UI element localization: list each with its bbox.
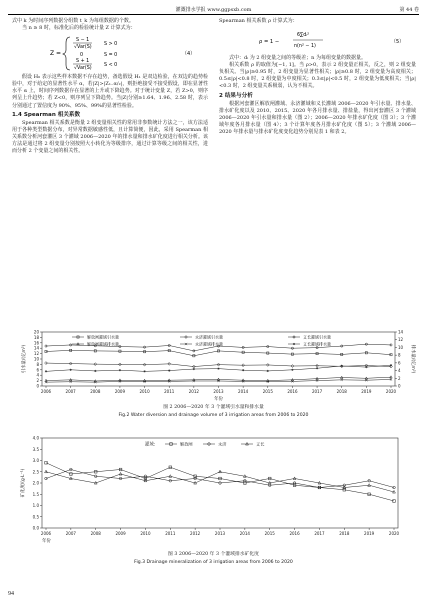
x-tick-label: 2013 [213,389,224,394]
data-point [45,370,47,372]
volume-label: 第 44 卷 [399,7,419,13]
y2-tick-label: 4 [398,368,401,374]
data-point [365,366,367,368]
data-point [246,442,249,445]
eq4-mid-cond: S = 0 [104,53,118,59]
x-tick-label: 2020 [388,531,400,536]
right-column [219,18,416,136]
x-axis-label: 年份 [42,539,51,544]
paragraph: 当 n ≥ 8 时，标准化后的检验统计量 Z 计算式为： [22,25,136,32]
data-point [119,369,121,371]
y2-tick-label: 8 [398,352,401,358]
x-tick-label: 2006 [40,531,52,536]
x-tick-label: 2011 [164,389,175,394]
equation-5 [219,26,416,54]
x-tick-label: 2016 [289,531,300,536]
x-tick-label: 2008 [90,531,101,536]
figure-2-caption-cn: 图 2 2006—2020 年 3 个灌域引水量和排水量 [163,405,264,410]
x-tick-label: 2010 [139,389,150,394]
eq4-bot-num: S + 1 [76,59,90,65]
eq5-lhs: ρ = 1 − [259,39,280,46]
y-tick-label: 2 [36,378,39,384]
y2-tick-label: 14 [398,329,404,335]
x-tick-label: 2007 [65,389,76,394]
data-point [293,343,295,345]
x-tick-label: 2009 [115,531,126,536]
legend-label: 永济灌域排水量 [195,341,223,347]
eq5-denominator: n(n² − 1) [294,44,316,50]
data-point [217,368,219,370]
data-point [169,475,172,478]
x-tick-label: 2016 [287,389,298,394]
page-number: 94 [8,591,14,597]
y-tick-label: 16 [33,340,39,346]
legend-label: 永济灌域引水量 [195,334,223,340]
data-point [242,369,244,371]
legend-label: 义长 [256,441,265,447]
eq4-top-den: √Var(S) [74,45,92,51]
data-point [267,370,269,372]
paragraph: 式中：dᵢ 为 2 组变量之间的等级差；n 为每组变量的数据量。 [229,55,366,62]
figure-2-caption-en: Fig.2 Water diversion and drainage volume of 3 irrigation areas from 2006 to 2020 [118,413,309,418]
y-tick-label: 10 [33,356,39,362]
x-tick-label: 2019 [364,531,375,536]
eq4-top-cond: S > 0 [104,42,118,48]
figure-3-chart [0,428,427,550]
eq5-numerator: 6∑dᵢ² [297,33,310,39]
journal-header: 灌溉排水学报 www.ggpsxb.com [175,7,252,13]
data-point [316,367,318,369]
x-tick-label: 2019 [361,389,372,394]
x-tick-label: 2007 [65,531,76,536]
figure-2-chart [0,324,427,404]
x-axis-label: 年份 [214,397,223,402]
eq4-bot-cond: S < 0 [104,63,118,69]
y-tick-label: 1.0 [32,503,39,508]
equation-5-graphic [219,26,416,54]
equation-4 [12,33,208,73]
figure-3 [0,428,427,576]
data-point [143,370,145,372]
x-tick-label: 2006 [40,389,52,394]
y-tick-label: 4 [36,372,39,378]
x-tick-label: 2010 [140,531,151,536]
y2-tick-label: 10 [398,344,404,350]
x-tick-label: 2014 [238,389,249,394]
legend-label: 义长灌域引水量 [303,334,331,340]
y2-axis-label: 排水量/(亿m³) [410,344,415,374]
eq4-number: （4） [182,51,196,58]
data-point [193,368,195,370]
y2-tick-label: 12 [398,337,404,343]
x-tick-label: 2017 [314,531,325,536]
y-tick-label: 1.5 [32,491,39,497]
x-tick-label: 2014 [239,531,250,536]
x-tick-label: 2008 [90,389,101,394]
paragraph: 式中 k 为时间序列数据分组数 t_k 为每组数据的个数。 [12,18,134,24]
legend-title: 灌域: [145,442,156,448]
y-tick-label: 4.0 [32,435,39,441]
eq4-mid: 0 [80,53,84,59]
y-tick-label: 8 [36,361,39,367]
eq4-lhs: Z = [50,50,62,58]
y-tick-label: 12 [33,351,39,357]
y-tick-label: 0.5 [32,514,39,520]
x-tick-label: 2015 [264,531,275,536]
paragraph: Spearman 相关系数 ρ 计算式为： [219,18,298,24]
x-tick-label: 2011 [165,531,176,536]
x-tick-label: 2009 [114,389,126,394]
y-tick-label: 6 [36,367,39,373]
paragraph: 相关系数 ρ 的取值为[−1, 1]。当 ρ>0，表示 2 组变量正相关，反之，则 2 组变量负相关。当|ρ|≥0.95 时，2 组变量为显著性相关；|ρ|≥0.8 时，2 组变量为高度相关；0.5≤|ρ|<0.8 时，2 组变量为中度相关；0.3≤|ρ|<0.5 时，2 组变量为低度相关；当|ρ|<0.3 时，2 组变量关系极弱，认为不相关。 [219,62,416,90]
legend-label: 解放闸灌域引水量 [87,334,119,340]
paragraph: 根据河套灌区解放闸灌域、永济灌域和义长灌域 2006—2020 年引水量、排水量、排水矿化度以及 2010、2015、2020 年各月排水量、排盐量，得出河套灌区 3 个灌域 2006—2020 年引水量和排水量（图 2）；2006—2020 年排水矿化度（图 3）；3 个灌域年度各月排水量（图 4）；3 个计算年度各月排水矿化度（图 5）；3 个灌域 2006—2020 年排水量与排水矿化度变化趋势分别见表 1 和表 2。 [219,100,416,136]
x-tick-label: 2018 [336,389,347,394]
y2-tick-label: 6 [398,360,401,366]
legend-label: 义长灌域排水量 [303,341,331,347]
equation-4-graphic [12,33,208,73]
data-point [94,370,96,372]
data-point [293,477,296,480]
legend-label: 解放闸 [180,441,193,447]
x-tick-label: 2012 [188,389,199,394]
paragraph: Spearman 相关系数是衡量 2 组变量相关性的常用非参数统计方法之一，该方法适用于各种类型数据分布，对异常数据敏感性低，且计算简便，因此，采用 Spearman 相关系数分析河套灌区 3 个灌域 2006—2020 年的排水量和排水矿化度进行相关分析。该方法是通过将 2 组变量分别按照大小转化为等级排序，通过计算等级之间的相关性，进而分析 2 个变量之间的相关性。 [12,119,208,155]
eq4-top-num: S − 1 [76,38,90,44]
data-point [70,369,72,371]
series-line [46,350,391,355]
y-tick-label: 14 [33,345,39,351]
y2-tick-label: 2 [398,375,401,381]
figure-3-caption-en: Fig.3 Drainage mineralization of 3 irrigation areas from 2006 to 2020 [134,560,293,565]
figure-3-caption-cn: 图 3 2006—2020 年 3 个灌域排水矿化度 [168,552,259,557]
x-tick-label: 2018 [339,531,350,536]
x-tick-label: 2015 [262,389,273,394]
y2-tick-label: 0 [398,383,401,389]
y-tick-label: 20 [33,329,39,335]
y-axis-label: 矿化度/(g·L⁻¹) [21,468,26,498]
data-point [219,470,222,473]
data-point [291,369,293,371]
data-point [368,484,371,487]
data-point [45,470,48,473]
x-tick-label: 2020 [385,389,397,394]
y-tick-label: 0.0 [32,525,39,531]
y-tick-label: 3.0 [32,458,39,463]
y-axis-label: 引水量/(亿m³) [22,344,27,374]
y-tick-label: 2.0 [32,480,39,486]
data-point [390,376,392,378]
figure-2 [0,324,427,424]
eq4-bot-den: √Var(S) [74,66,92,72]
y-tick-label: 0 [36,383,39,389]
paragraph: 假设 H₀ 表示这些样本数据不存在趋势，备选假设 H₁ 是双边检验，在双边的趋势检验中，对于给定的显著性水平 α，若|Z|>|Z₁₋α/₂|，则拒绝接受不接受假设，即在显著性水平 α 上，时间序列数据存在显著的上升或下降趋势。对于统计变量 Z，若 Z>0，则序列呈上升趋势；若 Z<0，则序列呈下降趋势。当|Z|分别≥1.64、1.96、2.58 时，表示分别通过了置信度为 90%、95%、99%的显著性检验。 [12,74,208,109]
y-tick-label: 3.5 [32,446,39,452]
legend-label: 解放闸灌域排水量 [87,341,119,347]
legend-label: 永济 [218,441,227,447]
eq5-number: （5） [391,39,405,46]
left-column [12,18,208,155]
section-heading-2: 2 结果与分析 [219,92,253,99]
y-tick-label: 18 [33,334,39,340]
x-tick-label: 2017 [311,389,323,394]
data-point [168,369,170,371]
x-tick-label: 2012 [190,531,201,536]
y-tick-label: 2.5 [32,469,39,475]
section-heading-1-4: 1.4 Spearman 相关系数 [12,111,81,118]
running-header [8,5,419,15]
x-tick-label: 2013 [214,531,226,536]
data-point [119,472,122,475]
